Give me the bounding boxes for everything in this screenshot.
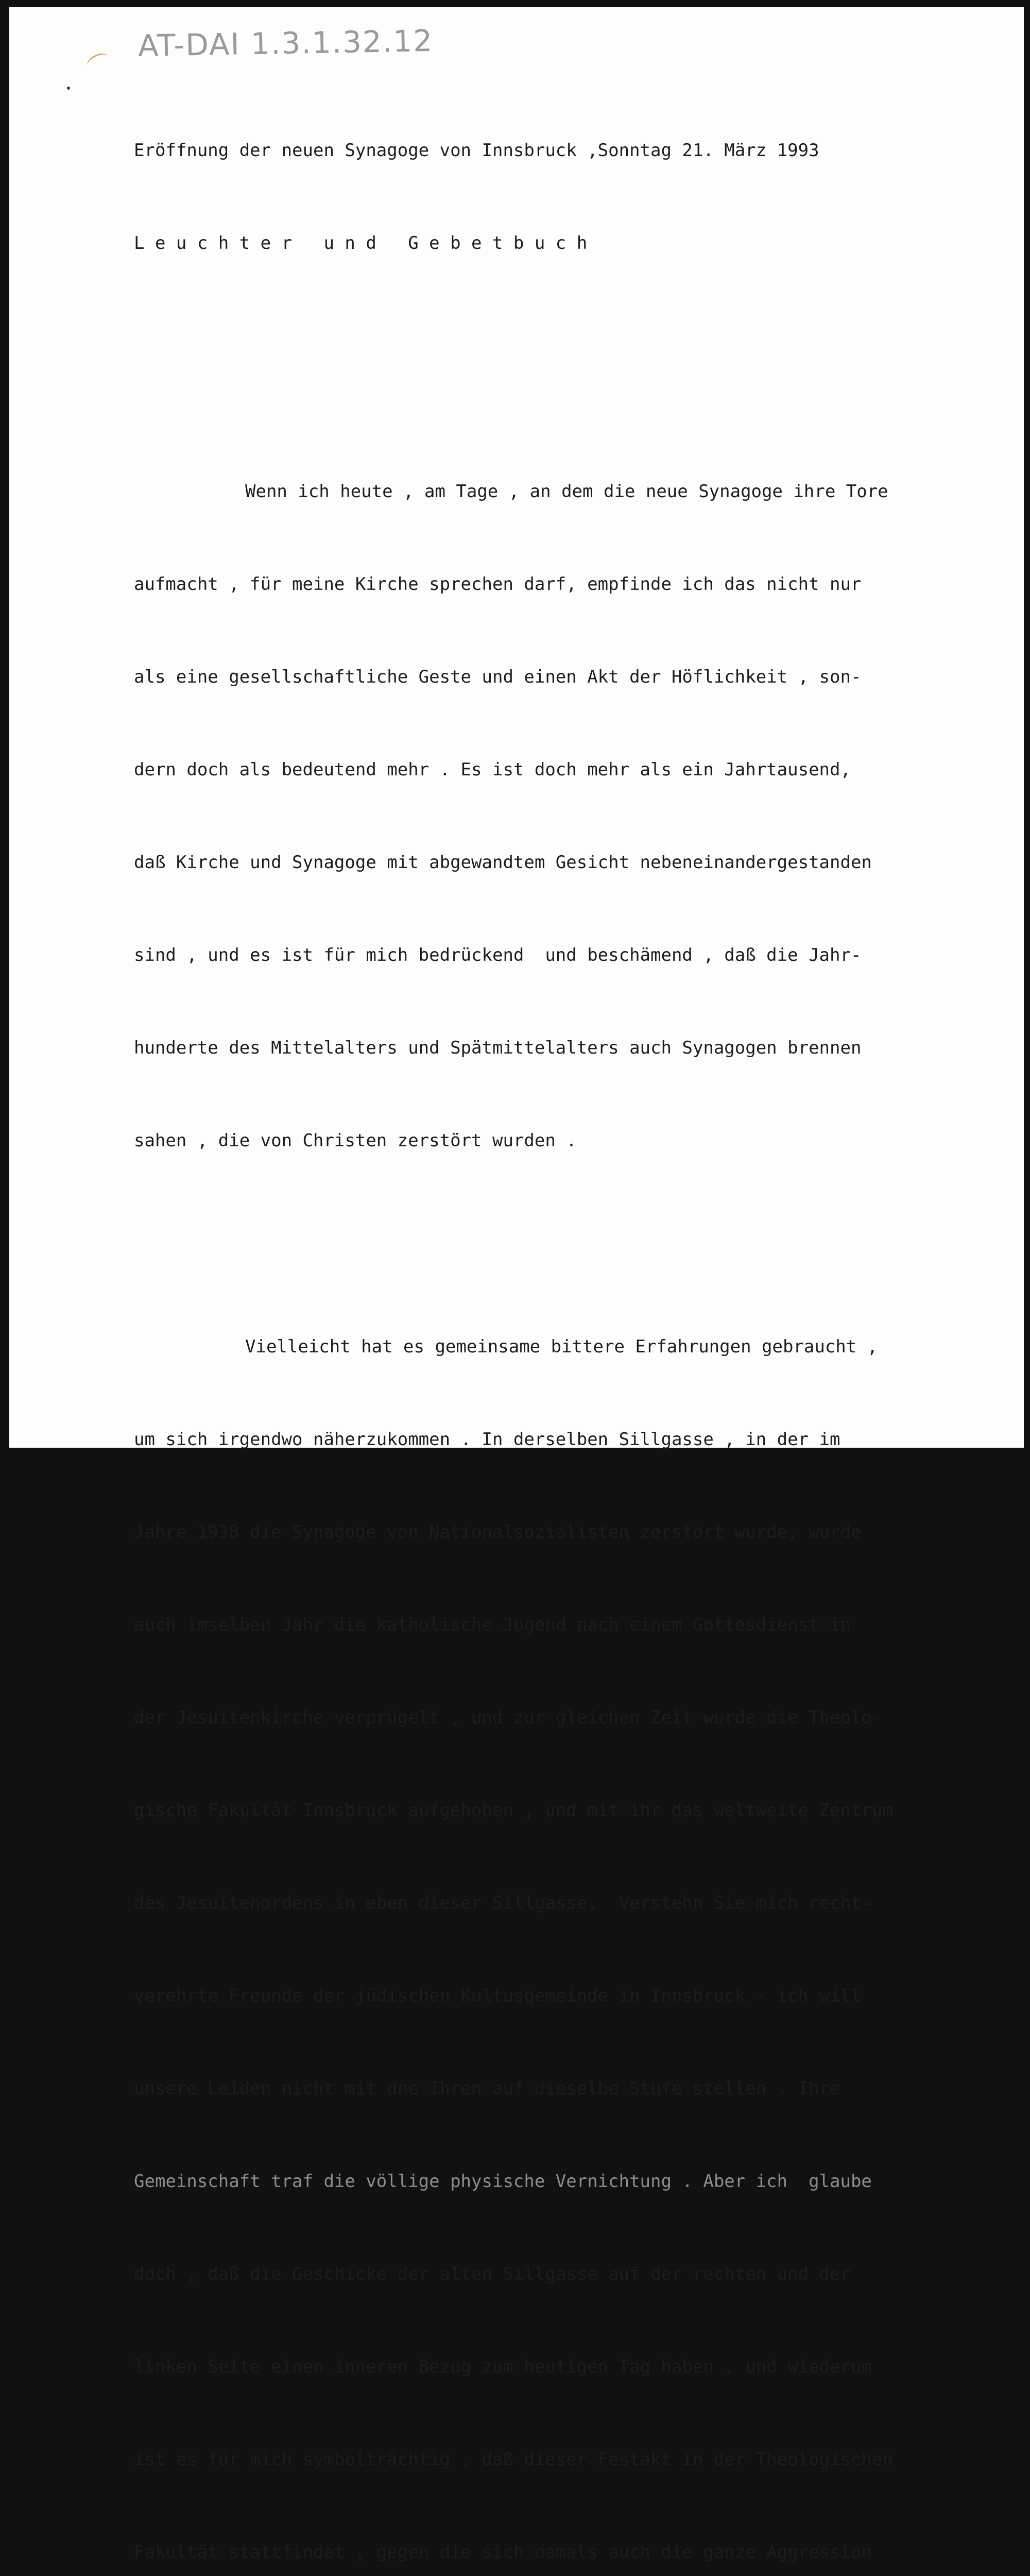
paragraph-2-line: unsere Leiden nicht mit dne Ihren auf dieselbe Stufe stellen . Ihre (134, 2078, 840, 2099)
paragraph-2-line: linken Seite einen inneren Bezug zum heutigen Tag haben , und wiederum (134, 2357, 872, 2377)
document-page (9, 7, 1024, 2563)
paragraph-1-line: daß Kirche und Synagoge mit abgewandtem Gesicht nebeneinandergestanden (134, 852, 872, 873)
paragraph-2-line: Vielleicht hat es gemeinsame bittere Erfahrungen gebraucht , (245, 1336, 878, 1357)
document-body (134, 73, 1025, 2576)
paragraph-1-line: Wenn ich heute , am Tage , an dem die neue Synagoge ihre Tore (245, 481, 888, 502)
paragraph-2-line: Jahre 1938 die Synagoge von Nationalsozialisten zerstört wurde, wurde (134, 1522, 862, 1543)
paragraph-2-line: doch , daß die Geschicke der alten Sillgasse auf der rechten und der (134, 2264, 851, 2284)
archive-stamp: AT-DAI 1.3.1.32.12 (138, 23, 434, 63)
pencil-mark (85, 50, 111, 72)
paragraph-2-line: verehrte Freunde der jüdischen Kultusgemeinde in Innsbruck - ich will (134, 1986, 862, 2006)
paragraph-1-line: sahen , die von Christen zerstört wurden . (134, 1130, 577, 1151)
paragraph-2-line: gische Fakultät Innsbruck aufgehoben , und mit ihr das weltweite Zentrum (134, 1800, 893, 1821)
paragraph-2-line: ist es für mich symbolträchtig , daß dieser Festakt in der Theologischen (134, 2449, 893, 2470)
document-header: Eröffnung der neuen Synagoge von Innsbruck ,Sonntag 21. März 1993 (134, 140, 819, 161)
paragraph-2-line-faded: Gemeinschaft traf die völlige physische Vernichtung . Aber ich glaube (134, 2171, 872, 2192)
paragraph-1-line: dern doch als bedeutend mehr . Es ist doch mehr als ein Jahrtausend, (134, 759, 851, 780)
spacer (134, 1218, 1025, 1239)
paragraph-1-line: als eine gesellschaftliche Geste und einen Akt der Höflichkeit , son- (134, 667, 862, 687)
ink-dot (67, 87, 70, 90)
paragraph-1-line: aufmacht , für meine Kirche sprechen darf, empfinde ich das nicht nur (134, 574, 862, 595)
document-title: L e u c h t e r u n d G e b e t b u c h (134, 233, 588, 253)
paragraph-2-line: der Jesuitenkirche verprügelt , und zur gleichen Zeit wurde die Theolo- (134, 1707, 883, 1728)
paragraph-1-line: sind , und es ist für mich bedrückend und beschämend , daß die Jahr- (134, 945, 862, 965)
paragraph-2-line: auch imselben Jahr die katholische Jugend nach einem Gottesdienst in (134, 1615, 851, 1635)
paragraph-2-line: um sich irgendwo näherzukommen . In derselben Sillgasse , in der im (134, 1429, 840, 1450)
spacer (134, 320, 1025, 383)
paragraph-2-line: des Jesuitenordens in eben dieser Sillgasse. Verstehn Sie mich recht- (134, 1893, 872, 1913)
paragraph-1-line: hunderte des Mittelalters und Spätmittelalters auch Synagogen brennen (134, 1038, 862, 1058)
paragraph-2-line: Fakultät stattfindet , gegen die sich damals auch die ganze Aggression (134, 2542, 872, 2563)
